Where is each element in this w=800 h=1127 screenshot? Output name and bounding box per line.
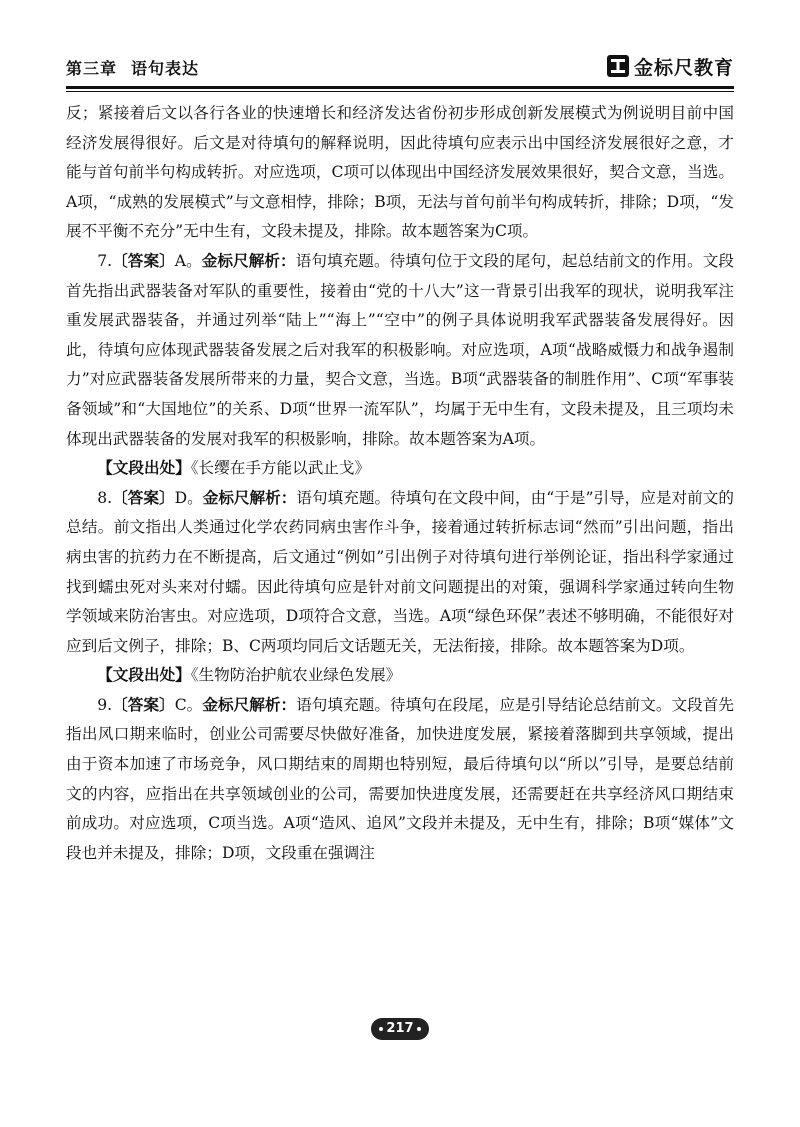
source-title: 《生物防治护航农业绿色发展》 <box>190 666 402 685</box>
question-number: 9. <box>97 695 113 714</box>
page-number <box>371 1018 429 1040</box>
answer-value: D。 <box>174 488 203 507</box>
source-title: 《长缨在手方能以武止戈》 <box>190 459 371 478</box>
answer-value: A。 <box>174 251 202 270</box>
source-label: 【文段出处】 <box>97 459 191 478</box>
answer-label: 〔答案〕 <box>112 488 175 507</box>
brand-logo <box>606 52 734 80</box>
answer-label: 〔答案〕 <box>112 695 175 714</box>
analysis-text: 语句填充题。待填句在文段中间，由“于是”引导，应是对前文的总结。前文指出人类通过化学农药同病虫害作斗争，接着通过转折标志词“然而”引出问题，指出病虫害的抗药力在不断提高，后文通过“例如”引出例子对待填句进行举例论证，指出科学家通过找到蠕虫死对头来对付蠕。因此待填句应是针对前文问题提出的对策，强调科学家通过转向生物学领域来防治害虫。对应选项，D项符合文意，当选。A项“绿色环保”表述不够明确，不能很好对应到后文例子，排除；B、C两项均同后文话题无关，无法衔接，排除。故本题答案为D项。 <box>66 488 734 655</box>
analysis-label: 金标尺解析： <box>202 488 297 507</box>
question-8 <box>66 484 734 662</box>
source-line <box>66 454 734 484</box>
answer-value: C。 <box>174 695 203 714</box>
analysis-label: 金标尺解析： <box>201 251 296 270</box>
source-line <box>66 661 734 691</box>
page-header <box>66 52 734 82</box>
analysis-text: 语句填充题。待填句位于文段的尾句，起总结前文的作用。文段首先指出武器装备对军队的重要性，接着由“党的十八大”这一背景引出我军的现状，说明我军注重发展武器装备，并通过列举“陆上”“海上”“空中”的例子具体说明我军武器装备发展得好。因此，待填句应体现武器装备发展之后对我军的积极影响。对应选项，A项“战略威慑力和战争遏制力”对应武器装备发展所带来的力量，契合文意，当选。B项“武器装备的制胜作用”、C项“军事装备领域”和“大国地位”的关系、D项“世界一流军队”，均属于无中生有，文段未提及，且三项均未体现出武器装备的发展对我军的积极影响，排除。故本题答案为A项。 <box>66 251 734 448</box>
source-label: 【文段出处】 <box>97 666 191 685</box>
brand-mark-icon <box>606 54 630 78</box>
header-rule-thin <box>66 91 734 92</box>
header-rule <box>66 86 734 89</box>
paragraph-continued: 反；紧接着后文以各行各业的快速增长和经济发达省份初步形成创新发展模式为例说明目前中国经济发展得很好。后文是对待填句的解释说明，因此待填句应表示出中国经济发展很好之意，才能与首句前半句构成转折。对应选项，C项可以体现出中国经济发展效果很好，契合文意，当选。A项，“成熟的发展模式”与文意相悖，排除；B项，无法与首句前半句构成转折，排除；D项，“发展不平衡不充分”无中生有，文段未提及，排除。故本题答案为C项。 <box>66 104 734 241</box>
question-7 <box>66 247 734 454</box>
analysis-label: 金标尺解析： <box>202 695 297 714</box>
answer-label: 〔答案〕 <box>112 251 175 270</box>
question-number: 7. <box>97 251 113 270</box>
page-number-value: 217 <box>386 1021 414 1036</box>
brand-name: 金标尺教育 <box>633 56 734 79</box>
page-content <box>66 99 734 868</box>
question-9 <box>66 691 734 869</box>
chapter-title: 语句表达 <box>131 59 200 78</box>
chapter-heading <box>66 56 199 79</box>
chapter-number: 第三章 <box>66 59 118 78</box>
question-number: 8. <box>97 488 113 507</box>
analysis-text: 语句填充题。待填句在段尾，应是引导结论总结前文。文段首先指出风口期来临时，创业公司需要尽快做好准备，加快进度发展，紧接着落脚到共享领域，提出由于资本加速了市场竞争，风口期结束的周期也特别短，最后待填句以“所以”引导，是要总结前文的内容，应指出在共享领域创业的公司，需要加快进度发展，还需要赶在共享经济风口期结束前成功。对应选项，C项当选。A项“造风、追风”文段并未提及，无中生有，排除；B项“媒体”文段也并未提及，排除；D项，文段重在强调注 <box>66 695 734 862</box>
